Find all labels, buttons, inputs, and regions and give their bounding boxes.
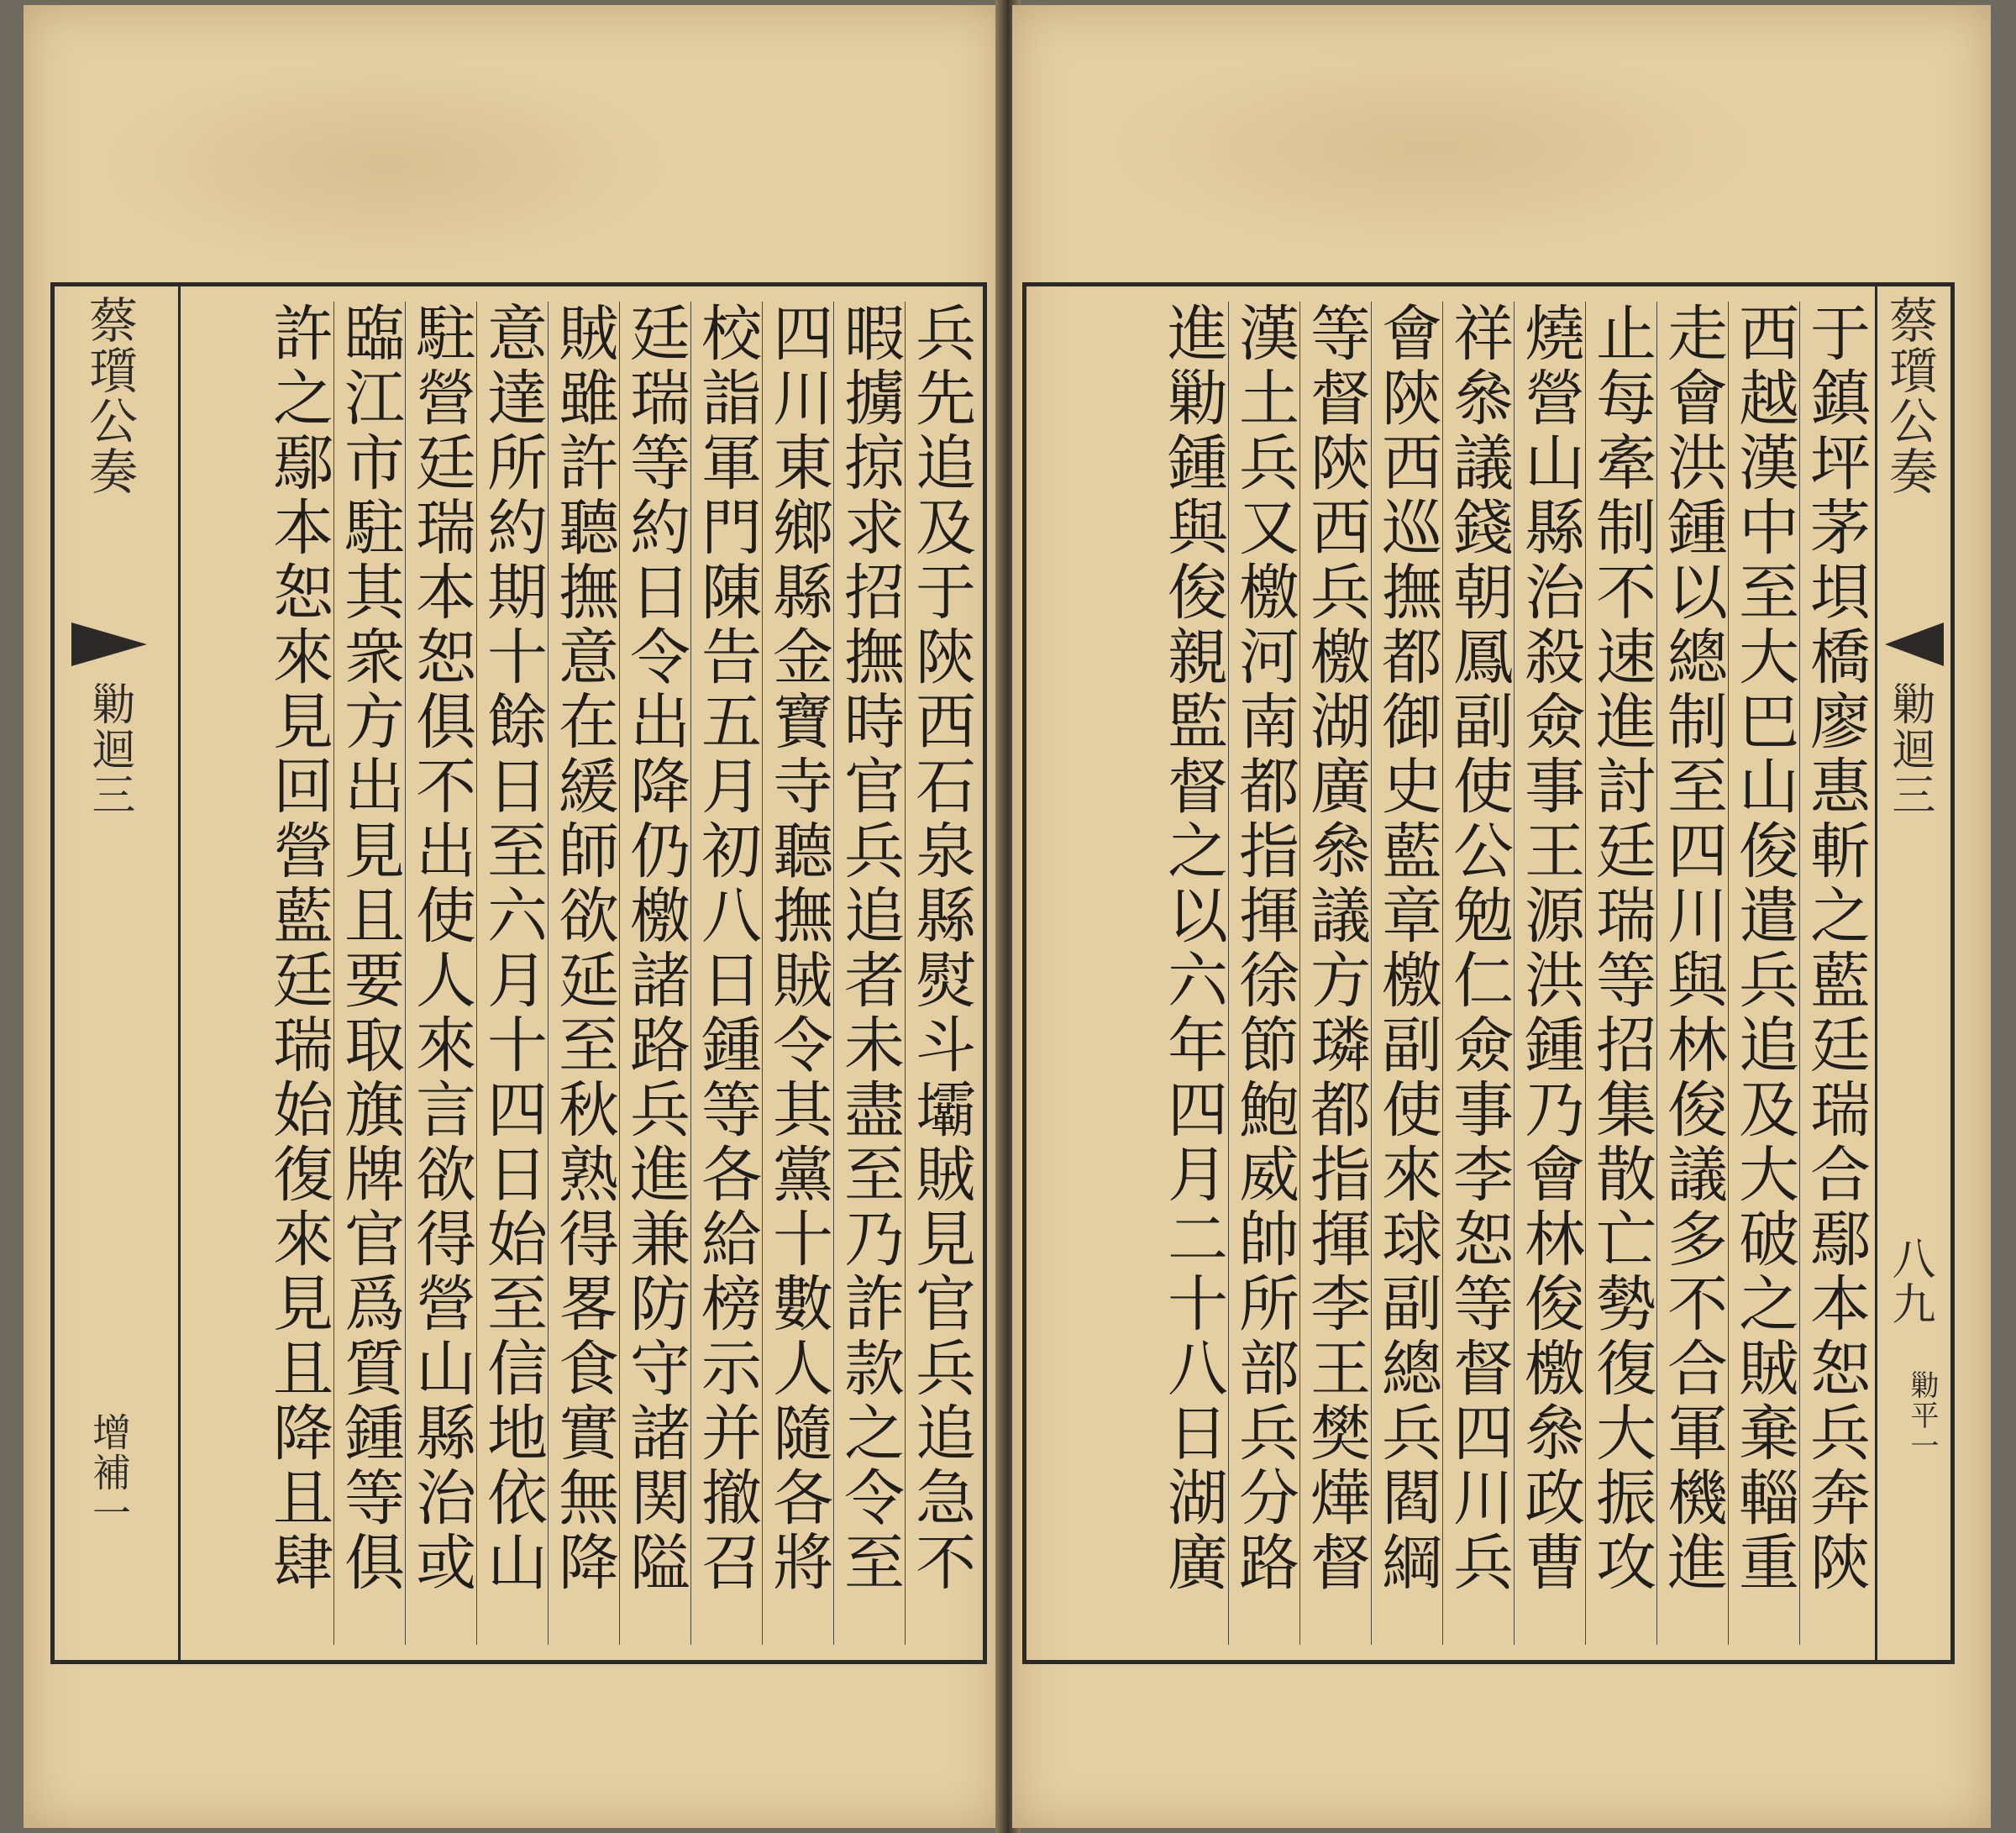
text-column: 進勦鍾與俊親監督之以六年四月二十八日湖廣	[1158, 302, 1228, 1595]
paper-stain	[91, 55, 679, 274]
text-column: 漢土兵又檄河南都指揮徐節鮑威帥所部兵分路	[1228, 302, 1299, 1645]
left-page-frame	[50, 282, 987, 1664]
text-column: 會陝西巡撫都御史藍章檄副使來球副總兵閻綱	[1371, 302, 1442, 1645]
text-column: 等督陝西兵檄湖廣叅議方璘都指揮李王樊燁督	[1299, 302, 1371, 1645]
fishtail-mark	[71, 622, 147, 666]
text-column: 于鎮坪茅垻橋廖惠斬之藍廷瑞合鄢本恕兵奔陝	[1799, 302, 1871, 1645]
text-column: 四川東鄉縣金寶寺聽撫賊令其黨十數人隨各將	[762, 302, 833, 1645]
left-banxin	[55, 286, 181, 1660]
text-column: 賊雖許聽撫意在緩師欲延至秋熟得畧食實無降	[548, 302, 619, 1645]
banxin-chapter: 勦迴三	[84, 681, 134, 817]
text-column: 許之鄢本恕來見回營藍廷瑞始復來見且降且肆	[263, 302, 333, 1595]
right-page-frame	[1022, 282, 1955, 1664]
banxin-folio: 八九	[1884, 1236, 1935, 1326]
banxin-title: 蔡瓆公奏	[81, 295, 138, 496]
text-column: 燒營山縣治殺僉事王源洪鍾乃會林俊檄叅政曹	[1514, 302, 1585, 1645]
banxin-title: 蔡瓆公奏	[1881, 295, 1938, 496]
text-column: 祥叅議錢朝鳳副使公勉仁僉事李恕等督四川兵	[1442, 302, 1514, 1645]
banxin-subtitle: 勦平一	[1905, 1370, 1939, 1461]
text-column: 兵先追及于陝西石泉縣熨斗壩賊見官兵追急不	[905, 302, 976, 1645]
right-text-columns	[1095, 302, 1871, 1645]
banxin-folio: 增補一	[87, 1412, 132, 1533]
left-text-columns	[205, 302, 976, 1645]
text-column: 止每牽制不速進討廷瑞等招集散亡勢復大振攻	[1585, 302, 1656, 1645]
right-banxin	[1875, 286, 1950, 1660]
text-column: 駐營廷瑞本恕俱不出使人來言欲得營山縣治或	[405, 302, 476, 1645]
banxin-chapter: 勦迴三	[1884, 681, 1935, 817]
right-page	[1012, 5, 1991, 1828]
fishtail-mark	[1885, 622, 1944, 666]
text-column: 意達所約期十餘日至六月十四日始至信地依山	[476, 302, 548, 1645]
text-column: 校詣軍門陳告五月初八日鍾等各給榜示并撤召	[690, 302, 762, 1645]
text-column: 廷瑞等約日令出降仍檄諸路兵進兼防守諸関隘	[619, 302, 690, 1645]
left-page	[24, 5, 1002, 1828]
text-column: 走會洪鍾以總制至四川與林俊議多不合軍機進	[1656, 302, 1728, 1645]
text-column: 西越漢中至大巴山俊遣兵追及大破之賊棄輜重	[1728, 302, 1799, 1645]
text-column: 暇擄掠求招撫時官兵追者未盡至乃詐款之令至	[833, 302, 905, 1645]
text-column: 臨江市駐其衆方出見且要取旗牌官爲質鍾等俱	[333, 302, 405, 1645]
paper-stain	[1096, 39, 1768, 257]
